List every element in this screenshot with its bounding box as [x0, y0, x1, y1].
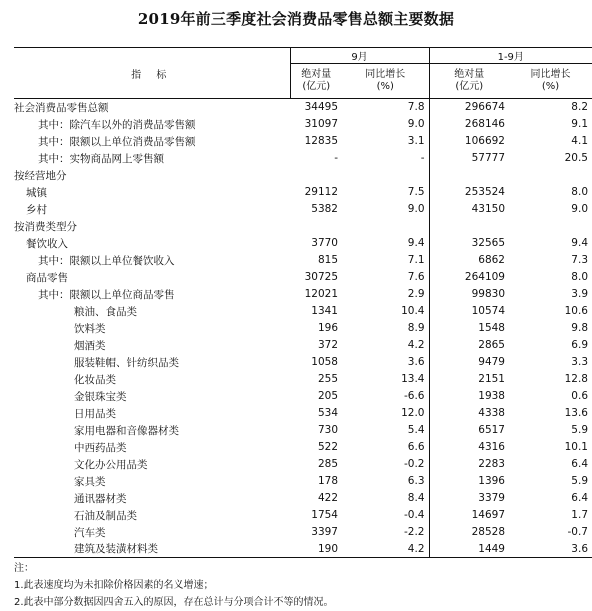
row-label: 其中：限额以上单位餐饮收入 — [38, 254, 175, 267]
table-row — [14, 320, 592, 337]
growth-unit: (%) — [541, 81, 560, 92]
note-item: 1.此表速度均为未扣除价格因素的名义增速； — [14, 580, 214, 591]
ytd-absolute-value — [429, 167, 509, 184]
ytd-yoy-growth: 4.1 — [571, 135, 588, 147]
ytd-absolute-value: 253524 — [464, 186, 505, 198]
september-yoy-growth: 10.4 — [342, 303, 429, 320]
september-yoy-growth: 8.9 — [342, 320, 429, 337]
ytd-absolute-value: 28528 — [471, 526, 505, 538]
ytd-yoy-growth: 0.6 — [571, 390, 588, 402]
row-label: 商品零售 — [26, 271, 68, 284]
period-header-jan-sep: 1-9月 — [429, 48, 592, 64]
september-absolute-value: 1341 — [311, 305, 338, 317]
september-absolute-value: 190 — [290, 541, 342, 558]
table-row — [14, 354, 592, 371]
ytd-yoy-growth: 8.0 — [571, 271, 588, 283]
september-yoy-growth: 2.9 — [342, 286, 429, 303]
september-absolute-value: 815 — [317, 254, 338, 266]
row-label: 化妆品类 — [74, 373, 116, 386]
september-absolute-value — [290, 218, 342, 235]
september-yoy-growth: 13.4 — [342, 371, 429, 388]
september-absolute-value: - — [334, 152, 338, 164]
table-row — [14, 116, 592, 133]
ytd-absolute-value: 4316 — [478, 441, 505, 453]
row-label: 金银珠宝类 — [74, 390, 127, 403]
ytd-yoy-growth: 9.1 — [571, 118, 588, 130]
table-row — [14, 524, 592, 541]
period-header-september: 9月 — [290, 48, 429, 64]
abs-value-header — [429, 64, 509, 99]
row-label: 乡村 — [26, 203, 47, 216]
row-label: 其中：实物商品网上零售额 — [38, 152, 164, 165]
table-row — [14, 490, 592, 507]
ytd-absolute-value: 2151 — [478, 373, 505, 385]
row-label: 城镇 — [26, 186, 47, 199]
september-absolute-value: 34495 — [304, 101, 338, 114]
ytd-absolute-value: 43150 — [471, 203, 505, 215]
ytd-yoy-growth — [509, 167, 592, 184]
row-label: 社会消费品零售总额 — [14, 101, 109, 114]
ytd-absolute-value: 4338 — [478, 407, 505, 419]
table-row — [14, 167, 592, 184]
row-label: 服装鞋帽、针纺织品类 — [74, 356, 179, 369]
table-row — [14, 473, 592, 490]
table-row — [14, 286, 592, 303]
abs-value-header — [290, 64, 342, 99]
september-yoy-growth: 7.5 — [342, 184, 429, 201]
growth-header — [342, 64, 429, 99]
ytd-absolute-value: 32565 — [471, 237, 505, 249]
ytd-yoy-growth: -0.7 — [567, 526, 588, 538]
ytd-absolute-value: 296674 — [464, 101, 505, 114]
ytd-yoy-growth: 9.8 — [571, 322, 588, 334]
retail-sales-table — [14, 47, 592, 558]
ytd-absolute-value: 14697 — [471, 509, 505, 521]
ytd-absolute-value: 6862 — [478, 254, 505, 266]
september-absolute-value: 285 — [317, 458, 338, 470]
september-absolute-value: 422 — [317, 492, 338, 504]
ytd-yoy-growth: 5.9 — [571, 475, 588, 487]
row-label: 文化办公用品类 — [74, 458, 148, 471]
table-row — [14, 218, 592, 235]
september-yoy-growth: -0.4 — [342, 507, 429, 524]
september-yoy-growth: 3.1 — [342, 133, 429, 150]
ytd-yoy-growth: 3.6 — [509, 541, 592, 558]
september-absolute-value: 29112 — [304, 186, 338, 198]
september-absolute-value: 30725 — [304, 271, 338, 283]
september-absolute-value: 3397 — [311, 526, 338, 538]
ytd-absolute-value: 2865 — [478, 339, 505, 351]
september-absolute-value: 372 — [317, 339, 338, 351]
september-yoy-growth: 9.0 — [342, 201, 429, 218]
september-absolute-value: 522 — [317, 441, 338, 453]
table-row — [14, 337, 592, 354]
row-label: 建筑及装潢材料类 — [14, 541, 290, 558]
september-yoy-growth: 9.0 — [342, 116, 429, 133]
indicator-header: 指 标 — [14, 48, 290, 99]
ytd-yoy-growth: 10.1 — [564, 441, 588, 453]
table-row — [14, 201, 592, 218]
ytd-absolute-value — [429, 218, 509, 235]
september-absolute-value: 12835 — [304, 135, 338, 147]
table-row — [14, 507, 592, 524]
row-label: 中西药品类 — [74, 441, 127, 454]
ytd-yoy-growth: 7.3 — [571, 254, 588, 266]
row-label: 家用电器和音像器材类 — [74, 424, 179, 437]
september-yoy-growth: 7.8 — [342, 99, 429, 116]
ytd-yoy-growth: 6.4 — [571, 492, 588, 504]
september-absolute-value: 205 — [317, 390, 338, 402]
ytd-absolute-value: 99830 — [471, 288, 505, 300]
row-label: 家具类 — [74, 475, 106, 488]
ytd-yoy-growth: 12.8 — [564, 373, 588, 385]
table-row — [14, 99, 592, 116]
table-row — [14, 456, 592, 473]
abs-label: 绝对量 — [301, 69, 332, 80]
september-yoy-growth: 4.2 — [342, 337, 429, 354]
growth-header — [509, 64, 592, 99]
september-absolute-value: 3770 — [311, 237, 338, 249]
september-absolute-value: 534 — [317, 407, 338, 419]
ytd-yoy-growth: 20.5 — [564, 152, 588, 164]
september-yoy-growth: 8.4 — [342, 490, 429, 507]
ytd-absolute-value: 1938 — [478, 390, 505, 402]
ytd-yoy-growth: 10.6 — [564, 305, 588, 317]
ytd-yoy-growth — [509, 218, 592, 235]
ytd-absolute-value: 106692 — [464, 135, 505, 147]
row-label: 汽车类 — [74, 526, 106, 539]
september-yoy-growth: 7.1 — [342, 252, 429, 269]
table-row — [14, 133, 592, 150]
abs-label: 绝对量 — [454, 69, 485, 80]
september-absolute-value: 5382 — [311, 203, 338, 215]
row-label: 饮料类 — [74, 322, 106, 335]
table-row — [14, 184, 592, 201]
table-row — [14, 422, 592, 439]
september-absolute-value: 178 — [317, 475, 338, 487]
abs-unit: (亿元) — [302, 81, 331, 92]
abs-unit: (亿元) — [455, 81, 484, 92]
september-absolute-value: 1058 — [311, 356, 338, 368]
ytd-yoy-growth: 9.4 — [571, 237, 588, 249]
table-row — [14, 235, 592, 252]
september-absolute-value: 730 — [317, 424, 338, 436]
table-row — [14, 439, 592, 456]
september-yoy-growth: -2.2 — [342, 524, 429, 541]
september-yoy-growth — [342, 218, 429, 235]
row-label: 其中：除汽车以外的消费品零售额 — [38, 118, 196, 131]
ytd-yoy-growth: 1.7 — [571, 509, 588, 521]
table-header — [14, 48, 592, 99]
row-label: 粮油、食品类 — [74, 305, 137, 318]
september-absolute-value — [290, 167, 342, 184]
ytd-absolute-value: 1449 — [429, 541, 509, 558]
ytd-yoy-growth: 6.9 — [571, 339, 588, 351]
september-yoy-growth: 7.6 — [342, 269, 429, 286]
table-title: 2019年前三季度社会消费品零售总额主要数据 — [137, 10, 455, 28]
ytd-absolute-value: 268146 — [464, 118, 505, 130]
row-label: 按经营地分 — [14, 169, 67, 182]
ytd-yoy-growth: 5.9 — [571, 424, 588, 436]
table-row — [14, 252, 592, 269]
september-absolute-value: 12021 — [304, 288, 338, 300]
row-label: 其中：限额以上单位商品零售 — [38, 288, 175, 301]
september-yoy-growth: 6.6 — [342, 439, 429, 456]
row-label: 其中：限额以上单位消费品零售额 — [38, 135, 196, 148]
ytd-absolute-value: 9479 — [478, 356, 505, 368]
table-row — [14, 371, 592, 388]
september-yoy-growth: -6.6 — [342, 388, 429, 405]
ytd-absolute-value: 3379 — [478, 492, 505, 504]
ytd-absolute-value: 57777 — [471, 152, 505, 164]
september-yoy-growth: -0.2 — [342, 456, 429, 473]
ytd-yoy-growth: 8.0 — [571, 186, 588, 198]
september-yoy-growth: 12.0 — [342, 405, 429, 422]
table-row — [14, 150, 592, 167]
september-yoy-growth: - — [342, 150, 429, 167]
growth-label: 同比增长 — [530, 69, 571, 80]
september-yoy-growth: 9.4 — [342, 235, 429, 252]
september-absolute-value: 31097 — [304, 118, 338, 130]
ytd-absolute-value: 6517 — [478, 424, 505, 436]
september-yoy-growth: 6.3 — [342, 473, 429, 490]
row-label: 餐饮收入 — [26, 237, 68, 250]
row-label: 通讯器材类 — [74, 492, 127, 505]
september-absolute-value: 196 — [317, 322, 338, 334]
table-row — [14, 303, 592, 320]
row-label: 石油及制品类 — [74, 509, 137, 522]
ytd-yoy-growth: 8.2 — [571, 101, 588, 114]
september-absolute-value: 255 — [317, 373, 338, 385]
table-row — [14, 269, 592, 286]
ytd-absolute-value: 1548 — [478, 322, 505, 334]
ytd-absolute-value: 2283 — [478, 458, 505, 470]
note-item: 2.此表中部分数据因四舍五入的原因，存在总计与分项合计不等的情况。 — [14, 597, 334, 608]
table-body — [14, 99, 592, 558]
september-absolute-value: 1754 — [311, 509, 338, 521]
ytd-absolute-value: 10574 — [471, 305, 505, 317]
row-label: 按消费类型分 — [14, 220, 77, 233]
september-yoy-growth: 3.6 — [342, 354, 429, 371]
table-row — [14, 388, 592, 405]
ytd-yoy-growth: 3.3 — [571, 356, 588, 368]
table-row — [14, 541, 592, 558]
september-yoy-growth: 4.2 — [342, 541, 429, 558]
ytd-absolute-value: 1396 — [478, 475, 505, 487]
ytd-yoy-growth: 6.4 — [571, 458, 588, 470]
row-label: 烟酒类 — [74, 339, 106, 352]
growth-label: 同比增长 — [365, 69, 406, 80]
table-row — [14, 405, 592, 422]
ytd-yoy-growth: 3.9 — [571, 288, 588, 300]
ytd-absolute-value: 264109 — [464, 271, 505, 283]
growth-unit: (%) — [376, 81, 394, 92]
ytd-yoy-growth: 13.6 — [564, 407, 588, 419]
september-yoy-growth: 5.4 — [342, 422, 429, 439]
ytd-yoy-growth: 9.0 — [571, 203, 588, 215]
row-label: 日用品类 — [74, 407, 116, 420]
table-notes — [14, 560, 592, 611]
september-yoy-growth — [342, 167, 429, 184]
notes-heading: 注： — [14, 563, 34, 574]
